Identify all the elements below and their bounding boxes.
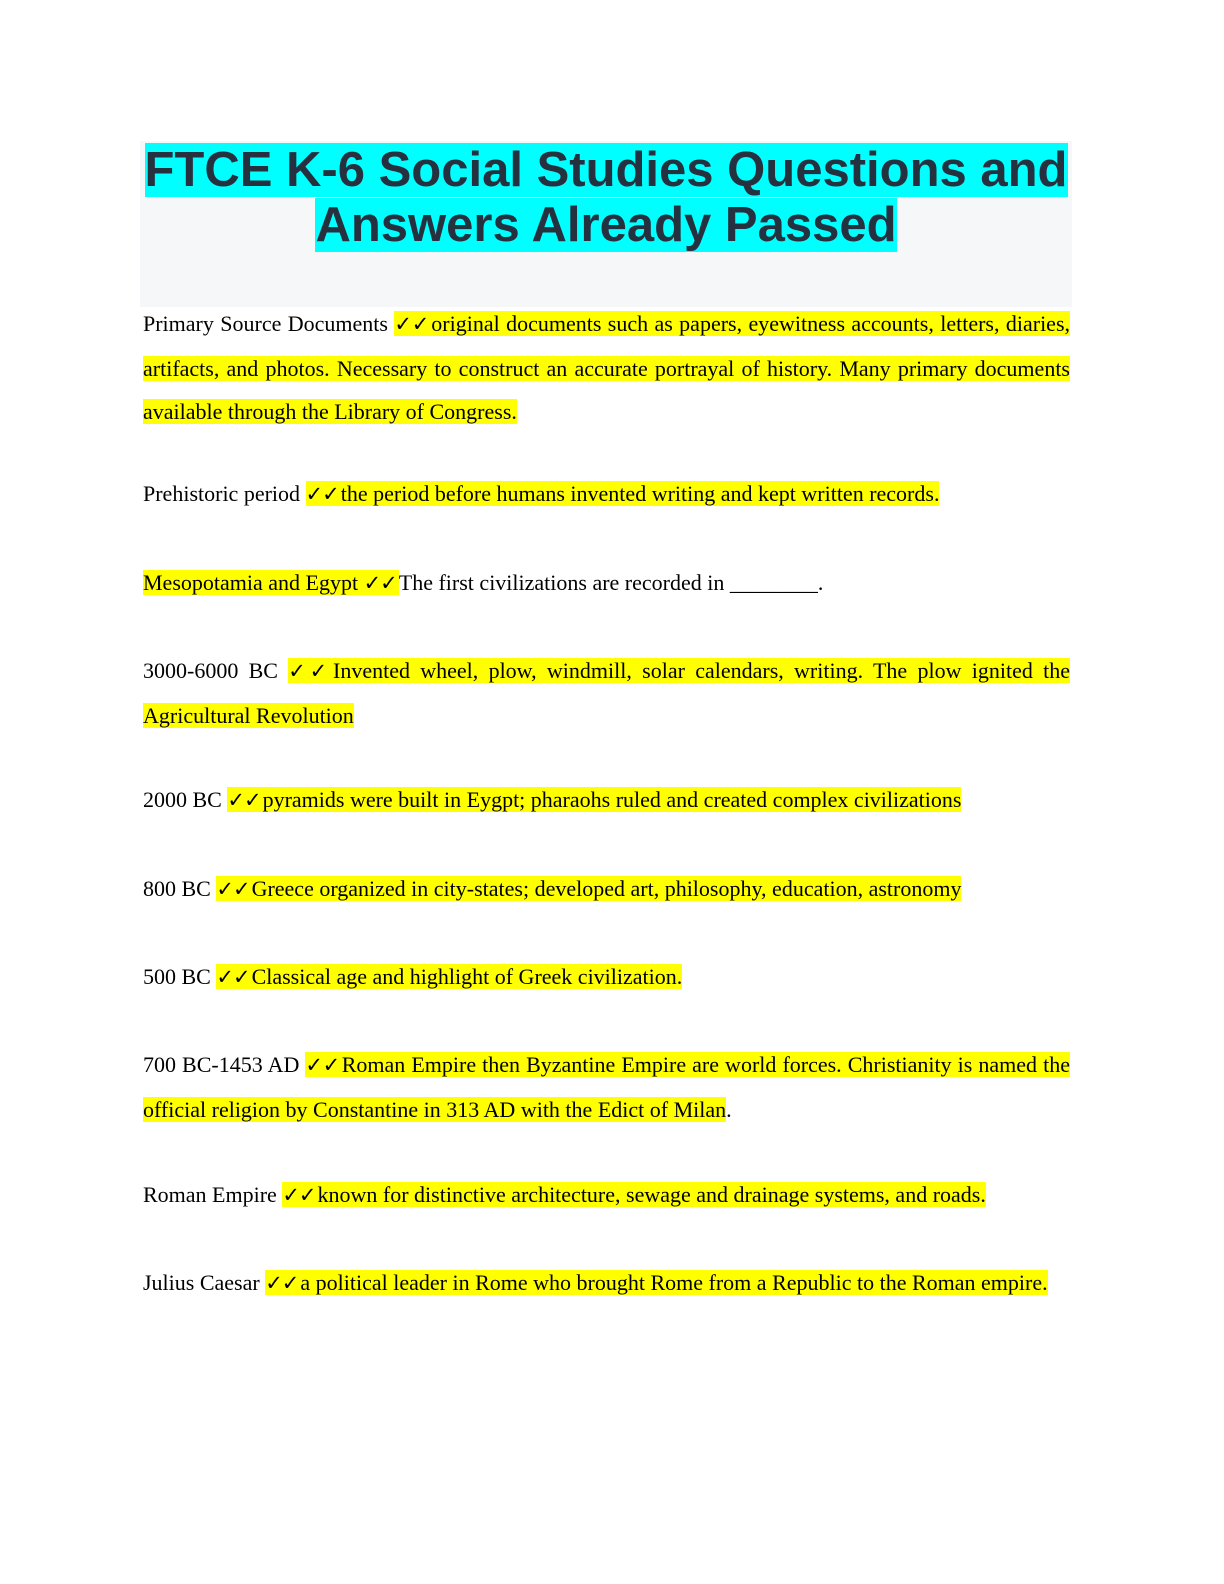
entry-definition-highlight [282, 1182, 986, 1207]
entry-3000-6000-bc [143, 649, 1070, 737]
entry-definition: the period before humans invented writing and kept written records. [340, 481, 940, 506]
entry-definition: The first civilizations are recorded in ________. [398, 570, 824, 595]
double-check-icon: ✓✓ [305, 482, 339, 506]
title-block [140, 141, 1072, 307]
entry-definition: Greece organized in city-states; developed art, philosophy, education, astronomy [251, 876, 962, 901]
document-title-text: FTCE K-6 Social Studies Questions and Answers Already Passed [144, 143, 1068, 252]
entry-term: Mesopotamia and Egypt [143, 570, 359, 595]
entry-definition-highlight [216, 964, 682, 989]
entry-roman-empire [143, 1173, 1070, 1218]
entry-2000-bc [143, 778, 1070, 823]
double-check-icon: ✓✓ [282, 1183, 316, 1207]
entry-definition-highlight [265, 1270, 1047, 1295]
entry-definition-highlight [143, 658, 1070, 728]
entry-term-highlight [143, 570, 399, 595]
entry-definition: original documents such as papers, eyewitness accounts, letters, diaries, artifacts, and photos. Necessary to construct an accurate portrayal of history. Many primary documents available through the Library of Congress. [143, 311, 1071, 424]
double-check-icon: ✓✓ [305, 1053, 340, 1077]
entry-700-bc-1453-ad [143, 1043, 1070, 1131]
double-check-icon: ✓✓ [265, 1271, 299, 1295]
entry-definition: pyramids were built in Eygpt; pharaohs ruled and created complex civilizations [262, 787, 962, 812]
entry-definition: Invented wheel, plow, windmill, solar calendars, writing. The plow ignited the Agricultural Revolution [143, 658, 1070, 728]
entry-definition-highlight [306, 481, 940, 506]
double-check-icon: ✓✓ [227, 788, 261, 812]
entry-julius-caesar [143, 1261, 1070, 1306]
entry-prehistoric-period [143, 472, 1070, 517]
entry-definition-highlight [216, 876, 961, 901]
entry-term: 3000-6000 BC [143, 658, 278, 683]
entry-term: 2000 BC [143, 787, 222, 812]
entry-term: Roman Empire [143, 1182, 277, 1207]
entry-mesopotamia-and-egypt [143, 561, 1070, 606]
entry-term: Primary Source Documents [143, 311, 388, 336]
entry-definition: Roman Empire then Byzantine Empire are world forces. Christianity is named the official religion by Constantine in 313 AD with the Edict of Milan [143, 1052, 1070, 1122]
entry-term: Prehistoric period [143, 481, 301, 506]
double-check-icon: ✓✓ [363, 571, 397, 595]
entry-definition: Classical age and highlight of Greek civilization. [251, 964, 683, 989]
double-check-icon: ✓✓ [288, 659, 332, 683]
entry-trailing-period: . [726, 1096, 732, 1122]
entry-term: 700 BC-1453 AD [143, 1052, 300, 1077]
double-check-icon: ✓✓ [216, 877, 250, 901]
entry-definition-highlight [227, 787, 961, 812]
entry-definition: a political leader in Rome who brought Rome from a Republic to the Roman empire. [300, 1270, 1048, 1295]
double-check-icon: ✓✓ [394, 312, 430, 336]
entry-800-bc [143, 867, 1070, 912]
entry-500-bc [143, 955, 1070, 1000]
entry-term: Julius Caesar [143, 1270, 260, 1295]
entry-primary-source-documents [143, 302, 1070, 434]
entry-definition: known for distinctive architecture, sewage and drainage systems, and roads. [317, 1182, 986, 1207]
entry-term: 500 BC [143, 964, 211, 989]
entry-term: 800 BC [143, 876, 211, 901]
double-check-icon: ✓✓ [216, 965, 250, 989]
document-title [140, 141, 1072, 253]
